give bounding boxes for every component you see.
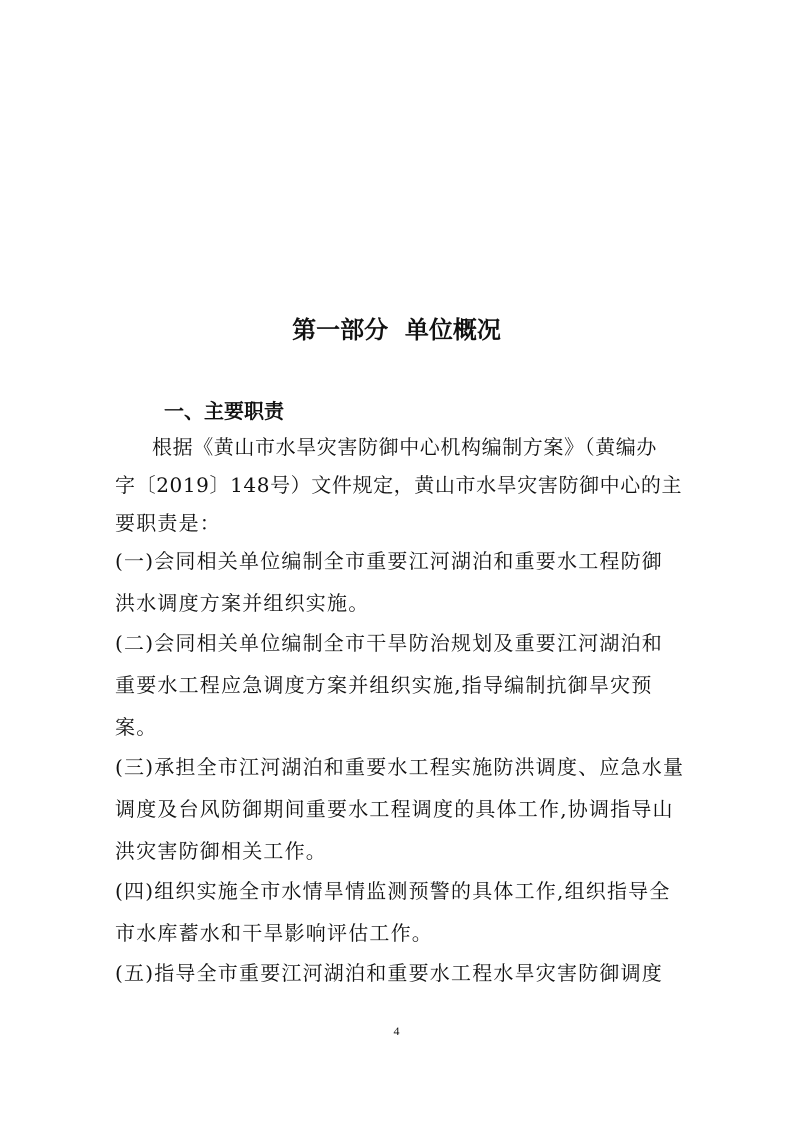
intro-line: 根据《黄山市水旱灾害防御中心机构编制方案》（黄编办	[152, 435, 657, 459]
duty-3-line-2: 调度及台风防御期间重要水工程调度的具体工作,协调指导山	[115, 797, 674, 821]
duty-3-line-3: 洪灾害防御相关工作。	[115, 839, 327, 863]
intro-line: 字〔2019〕148号）文件规定，黄山市水旱灾害防御中心的主	[115, 473, 683, 497]
intro-line: 要职责是：	[115, 511, 221, 535]
section-heading: 一、主要职责	[164, 399, 284, 423]
duty-2-line-1: (二)会同相关单位编制全市干旱防治规划及重要江河湖泊和	[115, 631, 664, 655]
duty-4-line-2: 市水库蓄水和干旱影响评估工作。	[115, 921, 433, 945]
duty-1-line-1: (一)会同相关单位编制全市重要江河湖泊和重要水工程防御	[115, 549, 664, 573]
duty-2-line-2: 重要水工程应急调度方案并组织实施,指导编制抗御旱灾预	[115, 673, 653, 697]
page-title: 第一部分 单位概况	[292, 316, 501, 344]
duty-4-line-1: (四)组织实施全市水情旱情监测预警的具体工作,组织指导全	[115, 879, 671, 903]
duty-5-line-1: (五)指导全市重要江河湖泊和重要水工程水旱灾害防御调度	[115, 961, 664, 985]
page-number: 4	[393, 1024, 400, 1038]
duty-2-line-3: 案。	[115, 715, 158, 739]
duty-1-line-2: 洪水调度方案并组织实施。	[115, 591, 370, 615]
duty-3-line-1: (三)承担全市江河湖泊和重要水工程实施防洪调度、应急水量	[115, 755, 685, 779]
